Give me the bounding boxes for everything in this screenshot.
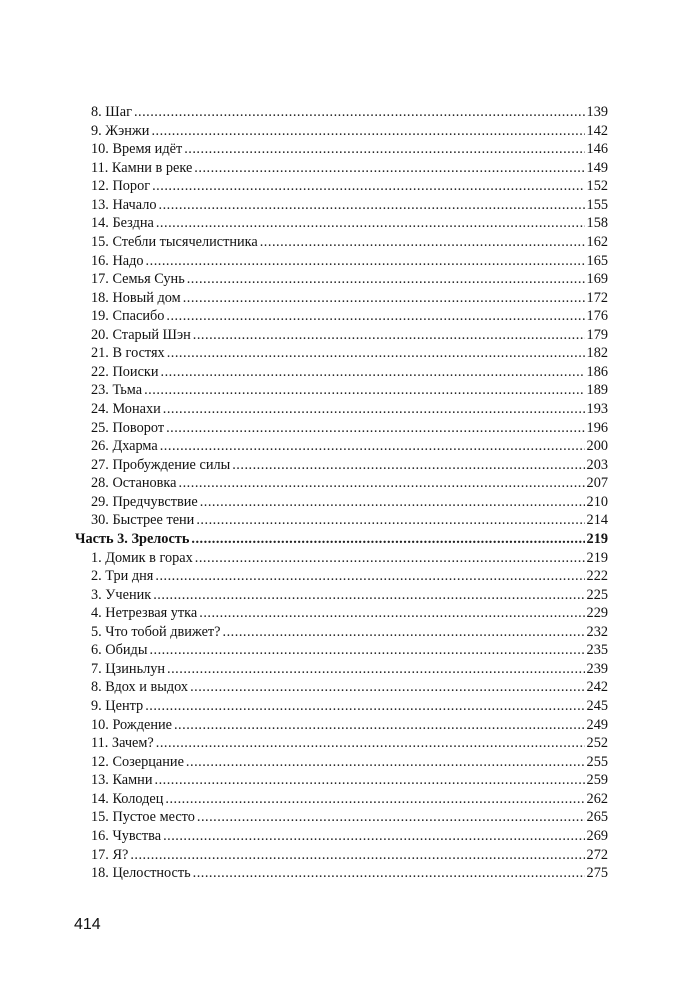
toc-entry	[75, 567, 608, 586]
toc-entry-page: 203	[586, 456, 608, 473]
dot-leader	[194, 159, 584, 178]
toc-entry	[75, 808, 608, 827]
toc-entry	[75, 827, 608, 846]
toc-entry-page: 232	[586, 623, 608, 640]
toc-entry-page: 158	[586, 215, 608, 232]
toc-part-page: 219	[586, 530, 608, 547]
dot-leader	[190, 678, 584, 697]
toc-entry-page: 269	[586, 827, 608, 844]
toc-entry-title: 3. Ученик	[91, 586, 152, 603]
toc-entry-title: 25. Поворот	[91, 419, 165, 436]
toc-entry-title: 10. Рождение	[91, 716, 172, 733]
toc-entry-title: 14. Колодец	[91, 790, 164, 807]
toc-entry-page: 245	[586, 698, 608, 714]
dot-leader	[195, 549, 585, 568]
toc-entry-page: 252	[586, 735, 608, 752]
dot-leader	[186, 753, 585, 772]
dot-leader	[153, 586, 584, 605]
toc-entry-title: 9. Жэнжи	[91, 122, 150, 139]
toc-entry	[75, 252, 608, 271]
toc-entry	[75, 344, 608, 363]
dot-leader	[151, 122, 584, 141]
toc-entry-title: 15. Стебли тысячелистника	[91, 233, 258, 250]
toc-entry-title: 10. Время идёт	[91, 141, 183, 158]
toc-entry	[75, 326, 608, 345]
dot-leader	[146, 252, 585, 271]
toc-entry	[75, 307, 608, 326]
toc-entry-title: 15. Пустое место	[91, 809, 195, 826]
toc-entry-page: 222	[586, 568, 608, 585]
toc-entry	[75, 604, 608, 623]
toc-entry-title: 4. Нетрезвая утка	[91, 605, 198, 622]
toc-entry	[75, 103, 608, 122]
dot-leader	[193, 326, 585, 345]
toc-entry-title: 29. Предчувствие	[91, 493, 198, 510]
toc-entry-page: 259	[586, 772, 608, 789]
toc-part-title: Часть 3. Зрелость	[75, 530, 190, 547]
toc-entry	[75, 493, 608, 512]
dot-leader	[166, 307, 584, 326]
dot-leader	[155, 771, 585, 790]
toc-entry	[75, 400, 608, 419]
toc-entry-title: 24. Монахи	[91, 401, 161, 417]
dot-leader	[167, 344, 585, 363]
dot-leader	[160, 437, 585, 456]
toc-entry-page: 255	[586, 753, 608, 770]
toc-entry-page: 186	[586, 363, 608, 380]
toc-entry-page: 265	[586, 809, 608, 826]
toc-entry-page: 162	[586, 233, 608, 250]
dot-leader	[149, 641, 584, 660]
toc-entry-page: 219	[586, 549, 608, 566]
toc-entry-page: 207	[586, 475, 608, 492]
toc-entry	[75, 734, 608, 753]
toc-entry	[75, 270, 608, 289]
dot-leader	[156, 734, 585, 753]
table-of-contents	[75, 103, 608, 883]
toc-entry-page: 165	[586, 252, 608, 269]
dot-leader	[200, 493, 585, 512]
toc-entry-page: 182	[586, 345, 608, 362]
toc-entry	[75, 511, 608, 530]
dot-leader	[152, 177, 584, 196]
toc-entry-page: 142	[586, 122, 608, 139]
toc-entry-page: 200	[586, 438, 608, 455]
toc-entry-page: 146	[586, 141, 608, 158]
toc-entry-title: 16. Чувства	[91, 827, 162, 844]
toc-entry-page: 179	[586, 326, 608, 343]
dot-leader	[223, 623, 585, 642]
toc-entry-title: 12. Порог	[91, 178, 151, 195]
toc-entry-title: 30. Быстрее тени	[91, 512, 195, 529]
toc-entry	[75, 196, 608, 215]
toc-entry-page: 272	[586, 846, 608, 863]
toc-entry	[75, 233, 608, 252]
dot-leader	[193, 864, 585, 883]
toc-entry-title: 17. Семья Сунь	[91, 271, 185, 288]
toc-entry-title: 27. Пробуждение силы	[91, 456, 231, 473]
toc-entry-title: 11. Камни в реке	[91, 159, 193, 176]
dot-leader	[191, 530, 584, 549]
toc-entry	[75, 846, 608, 865]
toc-entry-page: 242	[586, 679, 608, 696]
dot-leader	[166, 419, 584, 438]
toc-entry	[75, 641, 608, 660]
toc-entry-title: 20. Старый Шэн	[91, 326, 191, 343]
toc-entry	[75, 753, 608, 772]
toc-entry-page: 229	[586, 605, 608, 622]
dot-leader	[167, 660, 585, 679]
toc-entry-title: 7. Цзиньлун	[91, 660, 166, 677]
page-number: 414	[74, 916, 101, 933]
toc-entry-page: 210	[586, 493, 608, 510]
toc-entry-page: 172	[586, 289, 608, 306]
toc-entry	[75, 697, 608, 716]
dot-leader	[260, 233, 585, 252]
toc-entry-title: 26. Дхарма	[91, 438, 158, 455]
dot-leader	[197, 808, 585, 827]
toc-entry-page: 139	[586, 104, 608, 120]
toc-entry-title: 9. Центр	[91, 698, 144, 714]
toc-entry-page: 193	[586, 401, 608, 417]
toc-entry-title: 8. Шаг	[91, 104, 132, 120]
dot-leader	[161, 363, 585, 382]
toc-entry	[75, 790, 608, 809]
toc-entry-page: 239	[586, 660, 608, 677]
toc-entry	[75, 122, 608, 141]
dot-leader	[184, 140, 584, 159]
toc-entry	[75, 177, 608, 196]
toc-entry	[75, 381, 608, 400]
toc-entry-page: 235	[586, 642, 608, 659]
toc-entry	[75, 214, 608, 233]
toc-entry	[75, 474, 608, 493]
dot-leader	[156, 214, 585, 233]
toc-entry-title: 12. Созерцание	[91, 753, 184, 770]
toc-entry-page: 262	[586, 790, 608, 807]
dot-leader	[187, 270, 585, 289]
toc-entry-page: 275	[586, 865, 608, 882]
toc-entry	[75, 549, 608, 568]
dot-leader	[174, 716, 585, 735]
toc-entry-page: 214	[586, 512, 608, 529]
toc-entry	[75, 678, 608, 697]
toc-part-heading	[75, 530, 608, 549]
dot-leader	[183, 289, 585, 308]
toc-entry	[75, 864, 608, 883]
dot-leader	[232, 456, 584, 475]
toc-entry-page: 149	[586, 159, 608, 176]
dot-leader	[155, 567, 584, 586]
toc-entry	[75, 140, 608, 159]
toc-entry-title: 18. Целостность	[91, 865, 191, 882]
toc-entry	[75, 289, 608, 308]
toc-entry	[75, 437, 608, 456]
toc-entry-title: 14. Бездна	[91, 215, 154, 232]
toc-entry-title: 19. Спасибо	[91, 308, 165, 325]
dot-leader	[165, 790, 584, 809]
toc-entry-title: 22. Поиски	[91, 363, 159, 380]
toc-entry-page: 152	[586, 178, 608, 195]
toc-entry-title: 16. Надо	[91, 252, 144, 269]
toc-entry-page: 189	[586, 382, 608, 399]
dot-leader	[163, 827, 584, 846]
toc-entry-title: 18. Новый дом	[91, 289, 181, 306]
toc-entry-page: 155	[586, 196, 608, 213]
toc-entry-title: 13. Камни	[91, 772, 153, 789]
toc-entry-title: 1. Домик в горах	[91, 549, 193, 566]
toc-entry	[75, 363, 608, 382]
toc-entry	[75, 159, 608, 178]
toc-entry-title: 6. Обиды	[91, 642, 148, 659]
dot-leader	[159, 196, 585, 215]
toc-entry-title: 2. Три дня	[91, 568, 154, 585]
toc-entry	[75, 419, 608, 438]
dot-leader	[163, 400, 585, 419]
toc-entry-title: 28. Остановка	[91, 475, 177, 492]
toc-entry-page: 176	[586, 308, 608, 325]
toc-entry-page: 249	[586, 716, 608, 733]
toc-entry	[75, 660, 608, 679]
toc-entry-page: 225	[586, 586, 608, 603]
dot-leader	[145, 697, 584, 716]
toc-entry-page: 196	[586, 419, 608, 436]
toc-entry-title: 5. Что тобой движет?	[91, 623, 221, 640]
toc-entry-title: 8. Вдох и выдох	[91, 679, 189, 696]
dot-leader	[179, 474, 585, 493]
toc-entry	[75, 716, 608, 735]
toc-entry-title: 11. Зачем?	[91, 735, 154, 752]
dot-leader	[196, 511, 584, 530]
dot-leader	[130, 846, 584, 865]
toc-entry-title: 17. Я?	[91, 846, 129, 863]
dot-leader	[144, 381, 584, 400]
toc-entry-page: 169	[586, 271, 608, 288]
toc-entry	[75, 623, 608, 642]
toc-entry	[75, 586, 608, 605]
toc-entry-title: 23. Тьма	[91, 382, 143, 399]
toc-entry-title: 21. В гостях	[91, 345, 165, 362]
dot-leader	[134, 103, 585, 122]
toc-entry-title: 13. Начало	[91, 196, 157, 213]
toc-entry	[75, 771, 608, 790]
toc-entry	[75, 456, 608, 475]
dot-leader	[199, 604, 584, 623]
